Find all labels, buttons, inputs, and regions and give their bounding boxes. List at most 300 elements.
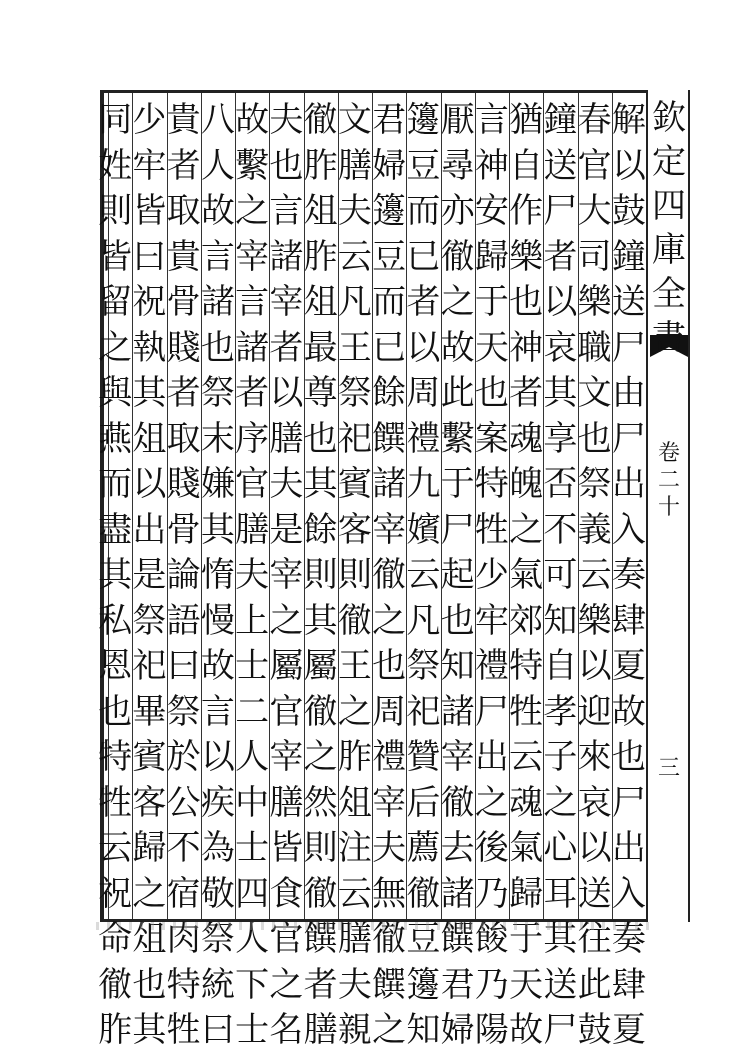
text-char: 不 [166, 828, 201, 868]
text-char: 也 [440, 600, 475, 641]
text-char: 孝 [543, 691, 578, 732]
text-char: 猶 [509, 100, 544, 140]
text-char: 之 [132, 873, 167, 914]
text-char: 諸 [440, 873, 475, 914]
text-char: 禮 [372, 737, 407, 777]
text-char: 之 [235, 191, 270, 231]
text-char: 去 [440, 828, 475, 868]
text-char: 大 [577, 191, 612, 231]
text-char: 夫 [372, 828, 407, 868]
text-char: 者 [543, 236, 578, 277]
text-char: 豆 [372, 236, 407, 277]
text-char: 也 [98, 691, 133, 732]
text-char: 饌 [372, 418, 407, 459]
text-char: 夫 [269, 100, 304, 140]
margin-title-char: 全 [652, 274, 686, 314]
text-char: 尸 [611, 327, 646, 368]
text-char: 則 [303, 828, 338, 868]
text-char: 君 [372, 100, 407, 140]
column-rule [304, 93, 305, 919]
text-char: 起 [440, 555, 475, 595]
text-char: 盡 [98, 509, 133, 550]
text-char: 是 [269, 509, 304, 550]
text-char: 徹 [440, 782, 475, 823]
text-char: 耳 [543, 873, 578, 914]
text-char: 貴 [166, 100, 201, 140]
text-char: 之 [98, 327, 133, 368]
text-char: 送 [611, 282, 646, 322]
text-char: 人 [235, 737, 270, 777]
text-char: 解 [611, 100, 646, 140]
text-char: 夏 [611, 1010, 646, 1050]
text-char: 諸 [440, 691, 475, 732]
text-char: 其 [98, 555, 133, 595]
text-char: 宰 [269, 737, 304, 777]
text-char: 也 [611, 737, 646, 777]
text-char: 私 [98, 600, 133, 641]
text-char: 徹 [372, 555, 407, 595]
text-char: 胙 [98, 1010, 133, 1050]
text-char: 鼓 [611, 191, 646, 231]
text-char: 而 [98, 464, 133, 504]
text-char: 送 [543, 964, 578, 1005]
margin-folio-char: 三 [657, 756, 680, 781]
text-char: 祭 [577, 464, 612, 504]
text-char: 取 [166, 191, 201, 231]
text-char: 樂 [577, 282, 612, 322]
text-char: 繫 [235, 145, 270, 186]
text-char: 也 [372, 646, 407, 686]
text-char: 魄 [509, 464, 544, 504]
text-char: 言 [235, 282, 270, 322]
text-char: 宰 [235, 236, 270, 277]
text-char: 四 [235, 873, 270, 914]
text-char: 也 [200, 327, 235, 368]
text-column [93, 98, 137, 1050]
text-char: 君 [440, 964, 475, 1005]
text-char: 牢 [132, 145, 167, 186]
text-char: 神 [509, 327, 544, 368]
text-char: 夫 [269, 464, 304, 504]
text-char: 之 [303, 737, 338, 777]
column-rule [441, 93, 442, 919]
text-char: 宰 [269, 555, 304, 595]
text-char: 者 [166, 373, 201, 413]
text-char: 尸 [543, 191, 578, 231]
column-rule [269, 93, 270, 919]
text-char: 餘 [303, 509, 338, 550]
text-char: 繫 [440, 418, 475, 459]
column-rule [167, 93, 168, 919]
text-char: 牲 [509, 691, 544, 732]
text-char: 樂 [509, 236, 544, 277]
text-char: 肆 [611, 600, 646, 641]
text-char: 天 [509, 964, 544, 1005]
text-char: 宰 [269, 282, 304, 322]
text-char: 執 [132, 327, 167, 368]
text-char: 其 [543, 919, 578, 959]
text-char: 宰 [440, 737, 475, 777]
text-char: 其 [303, 464, 338, 504]
text-char: 王 [337, 327, 372, 368]
text-char: 其 [303, 600, 338, 641]
text-char: 俎 [303, 282, 338, 322]
text-char: 故 [235, 100, 270, 140]
text-char: 統 [200, 964, 235, 1005]
text-char: 餘 [372, 373, 407, 413]
text-char: 職 [577, 327, 612, 368]
text-char: 者 [269, 327, 304, 368]
text-char: 可 [543, 555, 578, 595]
text-char: 薦 [406, 828, 441, 868]
text-char: 尸 [543, 1010, 578, 1050]
text-char: 祭 [406, 646, 441, 686]
text-char: 人 [200, 145, 235, 186]
margin-title-char: 庫 [652, 230, 686, 270]
text-char: 官 [269, 919, 304, 959]
text-char: 胙 [337, 737, 372, 777]
text-char: 留 [98, 282, 133, 322]
text-char: 以 [543, 282, 578, 322]
text-char: 魂 [509, 418, 544, 459]
text-char: 則 [337, 555, 372, 595]
text-char: 也 [303, 418, 338, 459]
column-rule [543, 93, 544, 919]
text-char: 膳 [303, 1010, 338, 1050]
text-char: 後 [474, 828, 509, 868]
text-char: 之 [543, 782, 578, 823]
text-char: 享 [543, 418, 578, 459]
text-char: 于 [474, 282, 509, 322]
text-char: 送 [543, 145, 578, 186]
text-char: 知 [406, 1010, 441, 1050]
text-char: 祀 [132, 646, 167, 686]
text-char: 特 [509, 646, 544, 686]
text-char: 故 [611, 691, 646, 732]
text-char: 贊 [406, 737, 441, 777]
text-char: 官 [269, 691, 304, 732]
text-char: 骨 [166, 282, 201, 322]
text-char: 官 [235, 464, 270, 504]
text-char: 者 [509, 373, 544, 413]
text-char: 陽 [474, 1010, 509, 1050]
text-char: 周 [406, 373, 441, 413]
text-char: 宰 [372, 509, 407, 550]
text-char: 膳 [337, 145, 372, 186]
text-char: 徹 [372, 919, 407, 959]
text-char: 哀 [543, 327, 578, 368]
text-char: 者 [406, 282, 441, 322]
text-char: 諸 [235, 327, 270, 368]
text-char: 天 [474, 327, 509, 368]
text-char: 之 [372, 600, 407, 641]
text-char: 安 [474, 191, 509, 231]
text-char: 姓 [98, 145, 133, 186]
text-char: 注 [337, 828, 372, 868]
text-char: 祭 [132, 600, 167, 641]
text-char: 則 [303, 555, 338, 595]
text-char: 作 [509, 191, 544, 231]
text-char: 豆 [406, 919, 441, 959]
text-char: 氣 [509, 555, 544, 595]
text-char: 牢 [474, 600, 509, 641]
text-char: 胙 [303, 236, 338, 277]
text-char: 賓 [337, 464, 372, 504]
text-char: 親 [337, 1010, 372, 1050]
text-char: 賤 [166, 327, 201, 368]
text-char: 言 [269, 191, 304, 231]
text-char: 迎 [577, 691, 612, 732]
text-char: 士 [235, 646, 270, 686]
text-char: 夏 [611, 646, 646, 686]
text-char: 之 [509, 509, 544, 550]
text-char: 之 [269, 964, 304, 1005]
text-char: 膳 [235, 509, 270, 550]
text-char: 徹 [98, 964, 133, 1005]
text-char: 以 [577, 646, 612, 686]
text-char: 尸 [440, 509, 475, 550]
text-char: 哀 [577, 782, 612, 823]
text-char: 言 [474, 100, 509, 140]
text-char: 也 [474, 373, 509, 413]
text-char: 于 [509, 919, 544, 959]
text-char: 以 [200, 737, 235, 777]
text-char: 故 [200, 191, 235, 231]
text-char: 出 [611, 464, 646, 504]
text-char: 肆 [611, 964, 646, 1005]
text-char: 禮 [406, 418, 441, 459]
text-char: 九 [406, 464, 441, 504]
text-char: 諸 [269, 236, 304, 277]
text-char: 之 [337, 691, 372, 732]
text-char: 以 [577, 828, 612, 868]
text-char: 客 [132, 782, 167, 823]
column-rule [201, 93, 202, 919]
text-char: 文 [577, 373, 612, 413]
text-char: 是 [132, 555, 167, 595]
text-char: 俎 [132, 919, 167, 959]
text-char: 賤 [166, 464, 201, 504]
text-char: 乃 [474, 964, 509, 1005]
text-char: 諸 [200, 282, 235, 322]
text-char: 后 [406, 782, 441, 823]
text-char: 者 [166, 145, 201, 186]
text-char: 魂 [509, 782, 544, 823]
text-char: 故 [200, 646, 235, 686]
text-char: 云 [337, 873, 372, 914]
text-char: 畢 [132, 691, 167, 732]
text-char: 祭 [337, 373, 372, 413]
text-char: 祀 [337, 418, 372, 459]
text-char: 曰 [200, 1010, 235, 1050]
text-char: 徹 [440, 236, 475, 277]
text-char: 者 [235, 373, 270, 413]
text-char: 知 [543, 600, 578, 641]
text-char: 特 [474, 464, 509, 504]
text-char: 膳 [269, 418, 304, 459]
text-char: 尸 [611, 782, 646, 823]
margin-juan-char: 十 [657, 495, 680, 520]
text-char: 膳 [337, 919, 372, 959]
margin-volume-number [648, 440, 690, 521]
text-char: 其 [132, 1010, 167, 1050]
text-char: 然 [303, 782, 338, 823]
text-char: 食 [269, 873, 304, 914]
text-char: 尸 [611, 418, 646, 459]
text-char: 曰 [132, 236, 167, 277]
text-char: 中 [235, 782, 270, 823]
text-char: 二 [235, 691, 270, 732]
text-char: 夫 [337, 191, 372, 231]
text-char: 以 [132, 464, 167, 504]
text-char: 周 [372, 691, 407, 732]
text-char: 賓 [132, 737, 167, 777]
text-char: 由 [611, 373, 646, 413]
text-char: 徹 [303, 100, 338, 140]
text-char: 公 [166, 782, 201, 823]
text-char: 曰 [166, 646, 201, 686]
text-char: 乃 [474, 873, 509, 914]
text-char: 亦 [440, 191, 475, 231]
text-char: 之 [372, 1010, 407, 1050]
text-char: 也 [269, 145, 304, 186]
text-char: 饌 [372, 964, 407, 1005]
text-char: 案 [474, 418, 509, 459]
text-char: 神 [474, 145, 509, 186]
text-char: 語 [166, 600, 201, 641]
text-char: 文 [337, 100, 372, 140]
text-char: 骨 [166, 509, 201, 550]
text-char: 饌 [303, 919, 338, 959]
text-char: 春 [577, 100, 612, 140]
text-char: 燕 [98, 418, 133, 459]
text-char: 夫 [337, 964, 372, 1005]
text-char: 下 [235, 964, 270, 1005]
text-char: 籩 [372, 191, 407, 231]
text-char: 云 [98, 828, 133, 868]
scan-edge-artifact [96, 922, 656, 930]
text-char: 之 [440, 282, 475, 322]
text-char: 出 [474, 737, 509, 777]
text-char: 於 [166, 737, 201, 777]
text-char: 而 [406, 191, 441, 231]
text-char: 歸 [509, 873, 544, 914]
margin-title-char: 定 [652, 142, 686, 182]
text-char: 徹 [303, 691, 338, 732]
column-rule [509, 93, 510, 919]
text-char: 徹 [303, 873, 338, 914]
text-char: 同 [98, 100, 133, 140]
text-char: 出 [132, 509, 167, 550]
text-char: 官 [577, 145, 612, 186]
text-char: 皆 [98, 236, 133, 277]
text-char: 子 [543, 737, 578, 777]
text-char: 特 [98, 737, 133, 777]
text-char: 客 [337, 509, 372, 550]
text-char: 奏 [611, 919, 646, 959]
text-char: 無 [372, 873, 407, 914]
text-char: 云 [509, 737, 544, 777]
text-char: 祭 [166, 691, 201, 732]
text-char: 婦 [372, 145, 407, 186]
column-rule [235, 93, 236, 919]
text-char: 祭 [200, 919, 235, 959]
text-char: 膳 [269, 782, 304, 823]
text-char: 郊 [509, 600, 544, 641]
text-char: 歸 [474, 236, 509, 277]
text-char: 名 [269, 1010, 304, 1050]
text-char: 肉 [166, 919, 201, 959]
text-char: 出 [611, 828, 646, 868]
text-char: 取 [166, 418, 201, 459]
text-char: 之 [474, 782, 509, 823]
column-rule [338, 93, 339, 919]
text-char: 禮 [474, 646, 509, 686]
text-char: 為 [200, 828, 235, 868]
text-char: 八 [200, 100, 235, 140]
text-char: 牲 [98, 782, 133, 823]
text-char: 厭 [440, 100, 475, 140]
text-char: 鼓 [577, 1010, 612, 1050]
margin-title-char: 書 [652, 318, 686, 358]
text-char: 而 [372, 282, 407, 322]
text-char: 豆 [406, 145, 441, 186]
column-rule [612, 93, 613, 919]
text-char: 已 [372, 327, 407, 368]
text-char: 論 [166, 555, 201, 595]
margin-book-title [648, 96, 690, 360]
text-char: 言 [200, 691, 235, 732]
text-char: 歸 [132, 828, 167, 868]
text-char: 以 [406, 327, 441, 368]
text-char: 以 [269, 373, 304, 413]
text-char: 義 [577, 509, 612, 550]
text-char: 司 [577, 236, 612, 277]
text-char: 恩 [98, 646, 133, 686]
text-char: 籩 [406, 964, 441, 1005]
text-char: 祝 [132, 282, 167, 322]
text-char: 胙 [303, 145, 338, 186]
text-char: 凡 [406, 600, 441, 641]
column-rule [475, 93, 476, 919]
text-char: 疾 [200, 782, 235, 823]
text-char: 言 [200, 236, 235, 277]
margin-juan-char: 二 [657, 468, 680, 493]
text-char: 籩 [406, 100, 441, 140]
column-rule [372, 93, 373, 919]
text-char: 最 [303, 327, 338, 368]
text-char: 嫌 [200, 464, 235, 504]
text-char: 故 [440, 327, 475, 368]
text-char: 之 [269, 600, 304, 641]
text-char: 特 [166, 964, 201, 1005]
text-char: 宿 [166, 873, 201, 914]
text-char: 奏 [611, 555, 646, 595]
text-char: 尋 [440, 145, 475, 186]
text-char: 餕 [474, 919, 509, 959]
text-char: 云 [577, 555, 612, 595]
text-char: 徹 [337, 600, 372, 641]
text-char: 其 [132, 373, 167, 413]
text-char: 以 [611, 145, 646, 186]
text-char: 屬 [303, 646, 338, 686]
text-char: 故 [509, 1010, 544, 1050]
margin-title-char: 欽 [652, 98, 686, 138]
text-char: 心 [543, 828, 578, 868]
text-char: 少 [132, 100, 167, 140]
text-char: 云 [337, 236, 372, 277]
text-char: 上 [235, 600, 270, 641]
